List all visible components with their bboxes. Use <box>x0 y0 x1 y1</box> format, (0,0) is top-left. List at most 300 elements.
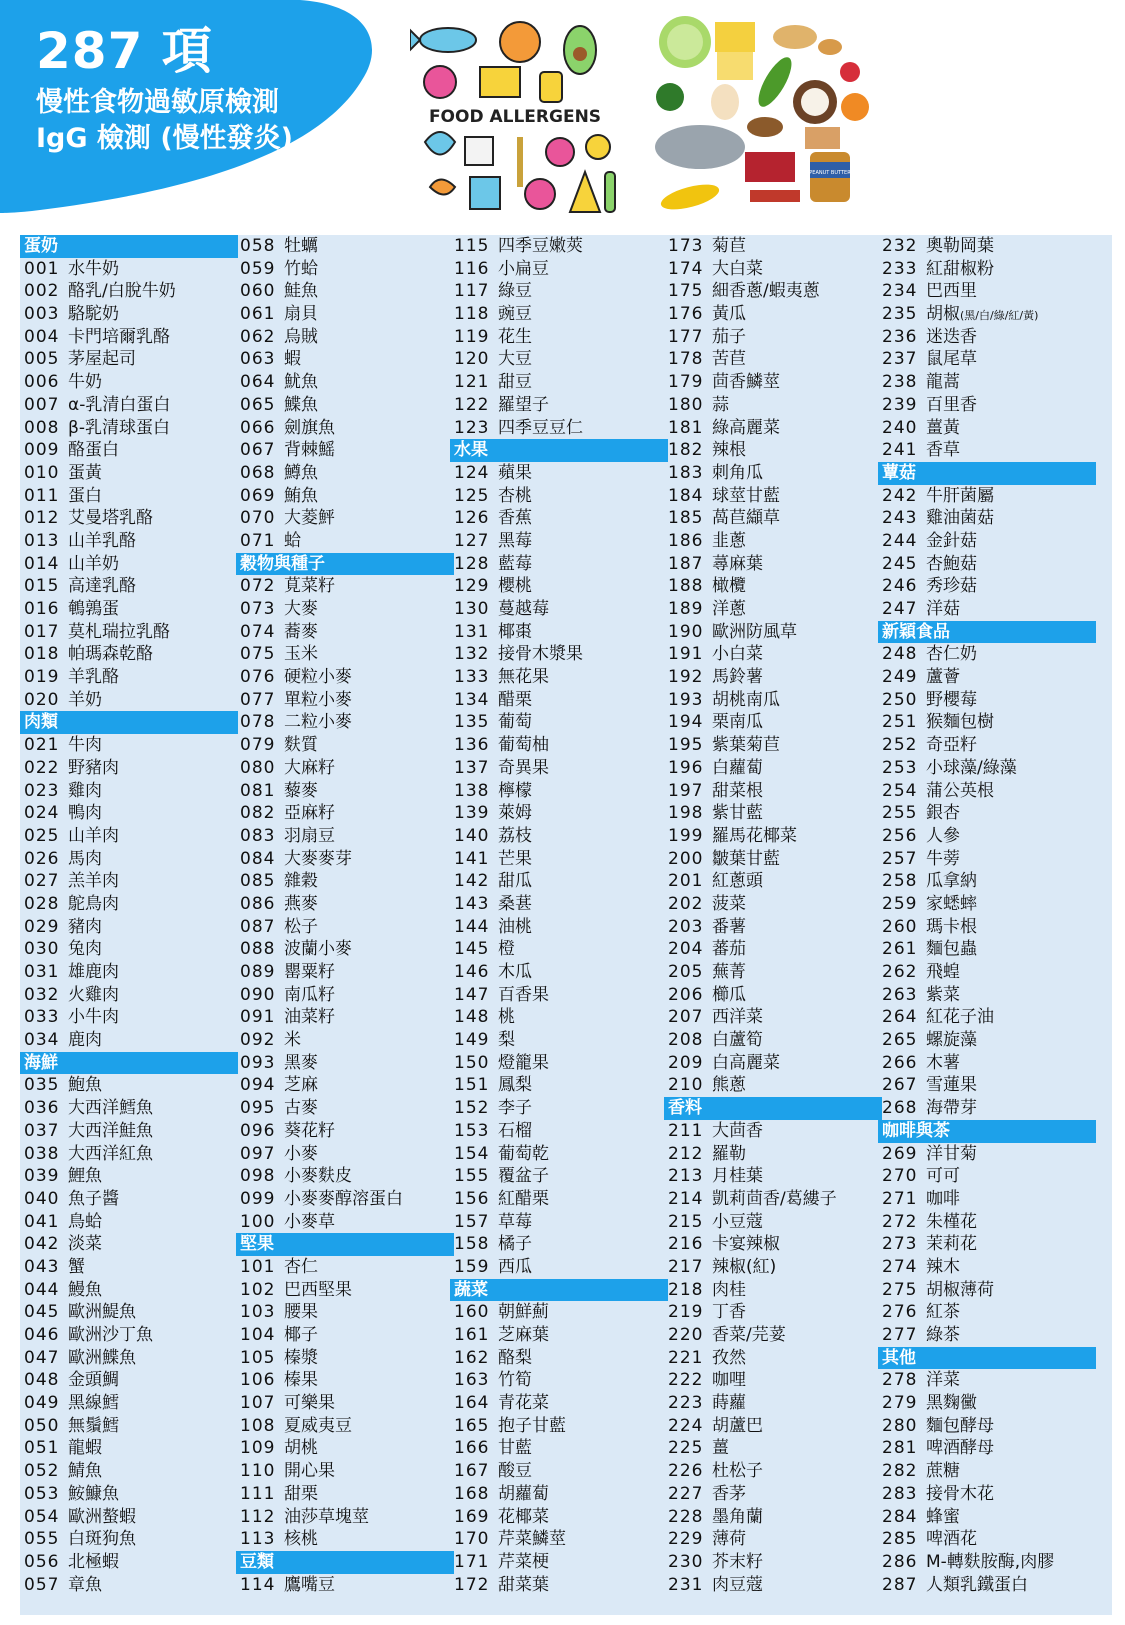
allergen-number: 106 <box>240 1370 276 1391</box>
allergen-number: 065 <box>240 394 276 415</box>
allergen-number: 120 <box>454 349 490 370</box>
allergen-number: 025 <box>24 825 60 846</box>
allergen-number: 013 <box>24 530 60 551</box>
banner-subtitle: IgG 檢測 (慢性發炎) <box>36 123 294 154</box>
allergen-name: 羽扇豆 <box>284 825 335 846</box>
allergen-item <box>664 1301 882 1324</box>
category-header: 海鮮 <box>20 1052 238 1075</box>
allergen-item <box>878 1233 1096 1256</box>
allergen-name: 墨角蘭 <box>712 1506 763 1527</box>
allergen-item <box>664 870 882 893</box>
allergen-number: 010 <box>24 462 60 483</box>
allergen-column-2 <box>236 235 454 1596</box>
allergen-item <box>664 916 882 939</box>
allergen-name: 歐洲防風草 <box>712 621 797 642</box>
allergen-item <box>236 326 454 349</box>
allergen-item <box>878 961 1096 984</box>
allergen-item <box>664 984 882 1007</box>
allergen-name: 豌豆 <box>498 304 532 325</box>
allergen-number: 166 <box>454 1438 490 1459</box>
allergen-number: 027 <box>24 871 60 892</box>
allergen-number: 088 <box>240 939 276 960</box>
allergen-number: 164 <box>454 1393 490 1414</box>
allergen-name: 大西洋鱈魚 <box>68 1098 153 1119</box>
allergen-item <box>236 621 454 644</box>
allergen-name: 紅茶 <box>926 1302 960 1323</box>
allergen-number: 195 <box>668 735 704 756</box>
allergen-name: 栗南瓜 <box>712 712 763 733</box>
allergen-number: 026 <box>24 848 60 869</box>
allergen-name: 香菜/芫荽 <box>712 1325 786 1345</box>
allergen-name: 葡萄柚 <box>498 735 549 756</box>
allergen-item <box>878 485 1096 508</box>
allergen-name: 桃 <box>498 1007 515 1028</box>
allergen-item <box>20 1437 238 1460</box>
allergen-name: 辣木 <box>926 1256 960 1277</box>
allergen-name: 羅望子 <box>498 394 549 415</box>
allergen-name: 草莓 <box>498 1211 532 1232</box>
allergen-item <box>236 848 454 871</box>
allergen-name: 木瓜 <box>498 962 532 982</box>
allergen-number: 079 <box>240 735 276 756</box>
allergen-number: 007 <box>24 394 60 415</box>
allergen-number: 051 <box>24 1438 60 1459</box>
allergen-number: 182 <box>668 440 704 461</box>
allergen-item <box>450 1551 668 1574</box>
allergen-number: 125 <box>454 485 490 506</box>
allergen-item <box>450 258 668 281</box>
allergen-item <box>236 1369 454 1392</box>
allergen-number: 173 <box>668 236 704 256</box>
allergen-item <box>664 802 882 825</box>
allergen-name: 桑葚 <box>498 893 532 914</box>
allergen-name: 鮪魚 <box>284 485 318 506</box>
allergen-item <box>450 417 668 440</box>
allergen-name: 牛肉 <box>68 735 102 756</box>
allergen-item <box>236 916 454 939</box>
allergen-number: 039 <box>24 1166 60 1187</box>
allergen-item <box>236 1029 454 1052</box>
allergen-item <box>450 235 668 258</box>
allergen-name: 牛奶 <box>68 372 102 393</box>
allergen-name: 北極蝦 <box>68 1551 119 1572</box>
allergen-name: 藜麥 <box>284 780 318 801</box>
allergen-item <box>20 575 238 598</box>
allergen-item <box>664 258 882 281</box>
allergen-number: 152 <box>454 1098 490 1119</box>
allergen-name: 芝麻 <box>284 1075 318 1096</box>
allergen-number: 234 <box>882 281 918 302</box>
allergen-name: 番薯 <box>712 916 746 937</box>
allergen-name: 雄鹿肉 <box>68 962 119 982</box>
allergen-number: 155 <box>454 1166 490 1187</box>
allergen-name: 開心果 <box>284 1461 335 1482</box>
allergen-name: 鮭魚 <box>284 281 318 302</box>
allergen-number: 157 <box>454 1211 490 1232</box>
allergen-number: 264 <box>882 1007 918 1028</box>
allergen-number: 255 <box>882 803 918 824</box>
allergen-number: 170 <box>454 1529 490 1550</box>
allergen-item <box>20 485 238 508</box>
allergen-name: 橙 <box>498 939 515 960</box>
allergen-name: 艾曼塔乳酪 <box>68 508 153 529</box>
allergen-name: 孜然 <box>712 1347 746 1368</box>
allergen-item <box>878 1392 1096 1415</box>
allergen-number: 284 <box>882 1506 918 1527</box>
allergen-item <box>236 938 454 961</box>
allergen-number: 119 <box>454 326 490 347</box>
allergen-number: 098 <box>240 1166 276 1187</box>
allergen-item <box>664 530 882 553</box>
allergen-number: 283 <box>882 1483 918 1504</box>
allergen-name: 蕎麥 <box>284 621 318 642</box>
allergen-item <box>450 938 668 961</box>
allergen-name: 刺角瓜 <box>712 462 763 483</box>
category-header: 穀物與種子 <box>236 553 454 576</box>
allergen-number: 238 <box>882 372 918 393</box>
allergen-name: 紅蔥頭 <box>712 871 763 892</box>
allergen-name: 辣根 <box>712 440 746 461</box>
allergen-number: 262 <box>882 962 918 982</box>
allergen-number: 253 <box>882 757 918 778</box>
allergen-name: 蟹 <box>68 1256 85 1277</box>
allergen-item <box>20 848 238 871</box>
allergen-item <box>450 1074 668 1097</box>
allergen-name: 芝麻葉 <box>498 1325 549 1345</box>
allergen-item <box>20 984 238 1007</box>
allergen-name: 甜豆 <box>498 372 532 393</box>
allergen-number: 146 <box>454 962 490 982</box>
allergen-item <box>878 575 1096 598</box>
allergen-number: 062 <box>240 326 276 347</box>
allergen-name: 蛤 <box>284 530 301 551</box>
allergen-name: 米 <box>284 1030 301 1051</box>
allergen-number: 258 <box>882 871 918 892</box>
banner-title: 慢性食物過敏原檢測 <box>36 87 279 118</box>
allergen-number: 003 <box>24 304 60 325</box>
allergen-number: 249 <box>882 667 918 688</box>
allergen-name: 蔗糖 <box>926 1461 960 1482</box>
allergen-number: 161 <box>454 1325 490 1345</box>
allergen-name: 帕瑪森乾酪 <box>68 644 153 665</box>
allergen-number: 220 <box>668 1325 704 1345</box>
allergen-number: 243 <box>882 508 918 529</box>
allergen-number: 050 <box>24 1415 60 1436</box>
allergen-item <box>450 348 668 371</box>
allergen-name: 石榴 <box>498 1120 532 1141</box>
allergen-number: 006 <box>24 372 60 393</box>
allergen-item <box>878 553 1096 576</box>
allergen-name: M-轉麩胺酶,肉膠 <box>926 1551 1055 1572</box>
allergen-name: 細香蔥/蝦夷蔥 <box>712 281 820 302</box>
allergen-item <box>450 394 668 417</box>
allergen-name: 甜菜葉 <box>498 1574 549 1595</box>
allergen-item <box>450 802 668 825</box>
allergen-name: 鯉魚 <box>68 1166 102 1187</box>
allergen-name: 小麥麥醇溶蛋白 <box>284 1188 403 1209</box>
allergen-item <box>236 1415 454 1438</box>
allergen-name: 杏仁奶 <box>926 644 977 665</box>
allergen-item <box>878 893 1096 916</box>
allergen-item <box>236 1437 454 1460</box>
allergen-name: 香蕉 <box>498 508 532 529</box>
allergen-number: 041 <box>24 1211 60 1232</box>
allergen-item <box>450 689 668 712</box>
allergen-item <box>20 1460 238 1483</box>
allergen-number: 032 <box>24 984 60 1005</box>
allergen-item <box>20 439 238 462</box>
allergen-item <box>664 848 882 871</box>
allergen-item <box>20 1506 238 1529</box>
allergen-number: 213 <box>668 1166 704 1187</box>
category-header: 水果 <box>450 439 668 462</box>
category-header: 其他 <box>878 1347 1096 1370</box>
allergen-number: 193 <box>668 689 704 710</box>
allergen-number: 260 <box>882 916 918 937</box>
allergen-name: 橄欖 <box>712 576 746 597</box>
allergen-number: 261 <box>882 939 918 960</box>
allergen-number: 286 <box>882 1551 918 1572</box>
allergen-name: 竹筍 <box>498 1370 532 1391</box>
allergen-number: 109 <box>240 1438 276 1459</box>
allergen-name: 巴西里 <box>926 281 977 302</box>
allergen-item <box>664 1347 882 1370</box>
allergen-item <box>236 1392 454 1415</box>
allergen-number: 196 <box>668 757 704 778</box>
allergen-item <box>20 643 238 666</box>
allergen-name: 油莎草塊莖 <box>284 1506 369 1527</box>
allergen-column-1 <box>20 235 238 1596</box>
allergen-item <box>450 1415 668 1438</box>
allergen-item <box>450 1029 668 1052</box>
allergen-number: 128 <box>454 553 490 574</box>
allergen-number: 016 <box>24 599 60 619</box>
allergen-number: 037 <box>24 1120 60 1141</box>
allergen-number: 040 <box>24 1188 60 1209</box>
allergen-number: 055 <box>24 1529 60 1550</box>
allergen-number: 077 <box>240 689 276 710</box>
allergen-number: 167 <box>454 1461 490 1482</box>
allergen-number: 057 <box>24 1574 60 1595</box>
allergen-name: 凱莉茴香/葛縷子 <box>712 1188 837 1209</box>
allergen-number: 090 <box>240 984 276 1005</box>
allergen-item <box>20 893 238 916</box>
allergen-number: 071 <box>240 530 276 551</box>
allergen-item <box>450 507 668 530</box>
allergen-name: 魷魚 <box>284 372 318 393</box>
allergen-item <box>236 1483 454 1506</box>
allergen-name: 咖啡 <box>926 1188 960 1209</box>
allergen-name: 莧菜籽 <box>284 576 335 597</box>
allergen-number: 211 <box>668 1120 704 1141</box>
allergen-number: 208 <box>668 1030 704 1051</box>
allergen-number: 172 <box>454 1574 490 1595</box>
allergen-name: 可樂果 <box>284 1393 335 1414</box>
allergen-name: 麵包蟲 <box>926 939 977 960</box>
allergen-name: 核桃 <box>284 1529 318 1550</box>
allergen-number: 070 <box>240 508 276 529</box>
allergen-name: 大西洋鮭魚 <box>68 1120 153 1141</box>
allergen-item <box>236 235 454 258</box>
allergen-item <box>664 1256 882 1279</box>
allergen-item <box>236 348 454 371</box>
category-header: 肉類 <box>20 711 238 734</box>
allergen-number: 117 <box>454 281 490 302</box>
allergen-name: 雪蓮果 <box>926 1075 977 1096</box>
allergen-name: 燕麥 <box>284 893 318 914</box>
allergen-item <box>236 1301 454 1324</box>
allergen-item <box>664 961 882 984</box>
allergen-item <box>236 711 454 734</box>
allergen-number: 095 <box>240 1098 276 1119</box>
allergen-item <box>878 757 1096 780</box>
allergen-item <box>664 938 882 961</box>
allergen-item <box>664 485 882 508</box>
allergen-name: 酪乳/白脫牛奶 <box>68 281 176 302</box>
allergen-item <box>236 1120 454 1143</box>
allergen-number: 069 <box>240 485 276 506</box>
allergen-number: 199 <box>668 825 704 846</box>
allergen-item <box>450 485 668 508</box>
allergen-name: 菊苣 <box>712 236 746 256</box>
allergen-name: 接骨木漿果 <box>498 644 583 665</box>
allergen-item <box>20 1188 238 1211</box>
allergen-name: 杏仁 <box>284 1256 318 1277</box>
allergen-item <box>664 825 882 848</box>
allergen-number: 151 <box>454 1075 490 1096</box>
allergen-item <box>236 1143 454 1166</box>
allergen-name: 肉桂 <box>712 1279 746 1300</box>
allergen-number: 224 <box>668 1415 704 1436</box>
allergen-item <box>236 1006 454 1029</box>
allergen-number: 209 <box>668 1052 704 1073</box>
allergen-name: 胡椒 <box>926 304 960 325</box>
allergen-number: 012 <box>24 508 60 529</box>
allergen-number: 083 <box>240 825 276 846</box>
allergen-name: 蝦 <box>284 349 301 370</box>
allergen-number: 179 <box>668 372 704 393</box>
allergen-number: 202 <box>668 893 704 914</box>
allergen-name: 麩質 <box>284 735 318 756</box>
allergen-item <box>664 1211 882 1234</box>
allergen-name: 奇異果 <box>498 757 549 778</box>
allergen-name: 無花果 <box>498 667 549 688</box>
allergen-number: 022 <box>24 757 60 778</box>
allergen-item <box>236 1460 454 1483</box>
allergen-item <box>878 1460 1096 1483</box>
allergen-number: 114 <box>240 1574 276 1595</box>
allergen-name: 朱槿花 <box>926 1211 977 1232</box>
allergen-item <box>236 984 454 1007</box>
allergen-number: 066 <box>240 417 276 438</box>
allergen-number: 201 <box>668 871 704 892</box>
allergen-item <box>878 938 1096 961</box>
allergen-item <box>878 439 1096 462</box>
allergen-name: 黃瓜 <box>712 304 746 325</box>
allergen-name: 接骨木花 <box>926 1483 994 1504</box>
allergen-number: 269 <box>882 1143 918 1164</box>
allergen-item <box>878 1483 1096 1506</box>
allergen-number: 056 <box>24 1551 60 1572</box>
allergen-name: 啤酒花 <box>926 1529 977 1550</box>
allergen-name: 羊奶 <box>68 689 102 710</box>
allergen-item <box>236 689 454 712</box>
allergen-name: 駱駝奶 <box>68 304 119 325</box>
allergen-number: 028 <box>24 893 60 914</box>
allergen-number: 102 <box>240 1279 276 1300</box>
allergen-name: 鴨肉 <box>68 803 102 824</box>
allergen-number: 132 <box>454 644 490 665</box>
allergen-name: 菠菜 <box>712 893 746 914</box>
allergen-item <box>20 825 238 848</box>
allergen-name: 羅馬花椰菜 <box>712 825 797 846</box>
category-header: 豆類 <box>236 1551 454 1574</box>
allergen-name: 杏鮑菇 <box>926 553 977 574</box>
allergen-name: 小麥麩皮 <box>284 1166 352 1187</box>
allergen-name: 羅勒 <box>712 1143 746 1164</box>
allergen-item <box>20 1483 238 1506</box>
allergen-number: 192 <box>668 667 704 688</box>
allergen-column-4 <box>664 235 882 1596</box>
allergen-number: 278 <box>882 1370 918 1391</box>
allergen-name: 木薯 <box>926 1052 960 1073</box>
allergen-item <box>664 621 882 644</box>
allergen-name: 綠豆 <box>498 281 532 302</box>
title-banner <box>0 0 385 215</box>
allergen-item <box>236 1324 454 1347</box>
allergen-item <box>450 1528 668 1551</box>
allergen-name: 黑麥 <box>284 1052 318 1073</box>
allergen-item <box>450 666 668 689</box>
allergen-item <box>450 893 668 916</box>
allergen-foods-illustration <box>655 12 870 217</box>
allergen-number: 142 <box>454 871 490 892</box>
allergen-item <box>236 1528 454 1551</box>
allergen-number: 188 <box>668 576 704 597</box>
allergen-number: 097 <box>240 1143 276 1164</box>
allergen-item <box>20 326 238 349</box>
allergen-item <box>664 780 882 803</box>
allergen-number: 279 <box>882 1393 918 1414</box>
allergen-number: 191 <box>668 644 704 665</box>
allergen-name: 兔肉 <box>68 939 102 960</box>
allergen-name: 大麥 <box>284 599 318 619</box>
allergen-name: 紅花子油 <box>926 1007 994 1028</box>
allergen-item <box>664 711 882 734</box>
allergen-number: 001 <box>24 258 60 279</box>
allergen-number: 221 <box>668 1347 704 1368</box>
allergen-number: 218 <box>668 1279 704 1300</box>
allergen-name: 小麥 <box>284 1143 318 1164</box>
allergen-item <box>20 1551 238 1574</box>
allergen-number: 225 <box>668 1438 704 1459</box>
allergen-item <box>664 689 882 712</box>
allergen-item <box>878 417 1096 440</box>
allergen-number: 068 <box>240 462 276 483</box>
allergen-number: 207 <box>668 1007 704 1028</box>
allergen-number: 244 <box>882 530 918 551</box>
allergen-number: 257 <box>882 848 918 869</box>
allergen-item <box>450 575 668 598</box>
allergen-name: 二粒小麥 <box>284 712 352 733</box>
allergen-name: 無鬚鱈 <box>68 1415 119 1436</box>
allergen-item <box>878 1324 1096 1347</box>
allergen-number: 115 <box>454 236 490 256</box>
allergen-name: 油菜籽 <box>284 1007 335 1028</box>
allergen-number: 254 <box>882 780 918 801</box>
allergen-item <box>878 598 1096 621</box>
allergen-number: 252 <box>882 735 918 756</box>
